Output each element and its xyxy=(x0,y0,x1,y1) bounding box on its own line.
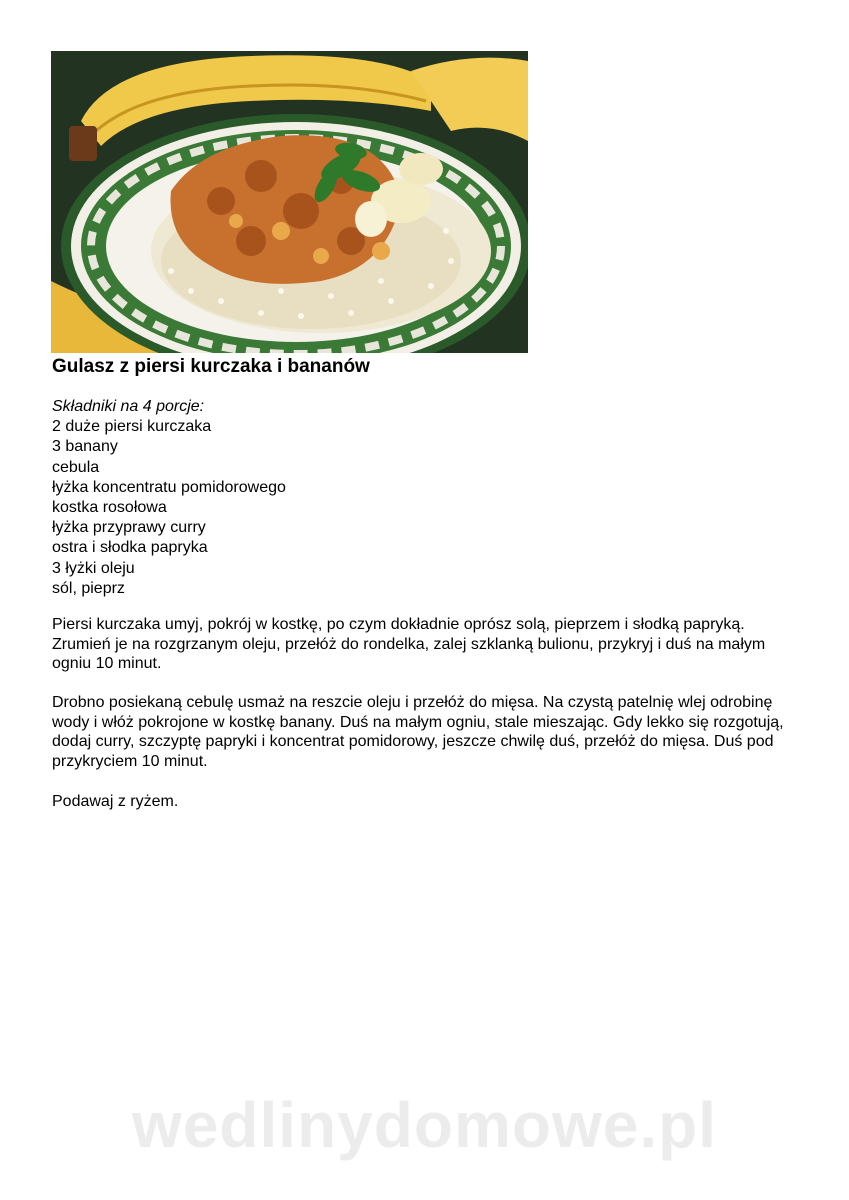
watermark: wedlinydomowe.pl xyxy=(132,1089,717,1161)
ingredient-item: łyżka koncentratu pomidorowego xyxy=(52,478,286,496)
ingredients-section xyxy=(52,397,286,599)
instruction-step: Drobno posiekaną cebulę usmaż na reszcie oleju i przełóż do mięsa. Na czystą patelnię wlej odrobinę wody i włóż pokrojone w kostkę banany. Duś na małym ogniu, stale mieszając. Gdy lekko się rozgotują, dodaj curry, szczyptę papryki i koncentrat pomidorowy, jeszcze chwilę duś, przełóż do mięsa. Duś pod przykryciem 10 minut. xyxy=(52,694,784,770)
ingredient-item: 3 łyżki oleju xyxy=(52,559,135,577)
ingredient-item: kostka rosołowa xyxy=(52,499,167,517)
ingredient-item: łyżka przyprawy curry xyxy=(52,519,206,537)
ingredients-intro: Składniki na 4 porcje: xyxy=(52,398,205,415)
ingredient-item: 3 banany xyxy=(52,438,118,456)
ingredient-item: cebula xyxy=(52,458,100,476)
serving-note: Podawaj z ryżem. xyxy=(52,793,179,810)
instruction-step: Piersi kurczaka umyj, pokrój w kostkę, po czym dokładnie oprósz solą, pieprzem i słodką papryką. Zrumień je na rozgrzanym oleju, przełóż do rondelka, zalej szklanką bulionu, przykryj i duś na małym ogniu 10 minut. xyxy=(52,616,766,673)
recipe-title: Gulasz z piersi kurczaka i bananów xyxy=(52,356,370,377)
recipe-photo xyxy=(51,51,528,353)
ingredient-item: ostra i słodka papryka xyxy=(52,539,208,557)
ingredient-item: 2 duże piersi kurczaka xyxy=(52,418,212,436)
ingredients-list xyxy=(52,417,286,599)
ingredient-item: sól, pieprz xyxy=(52,579,125,597)
dish-illustration xyxy=(51,51,528,353)
